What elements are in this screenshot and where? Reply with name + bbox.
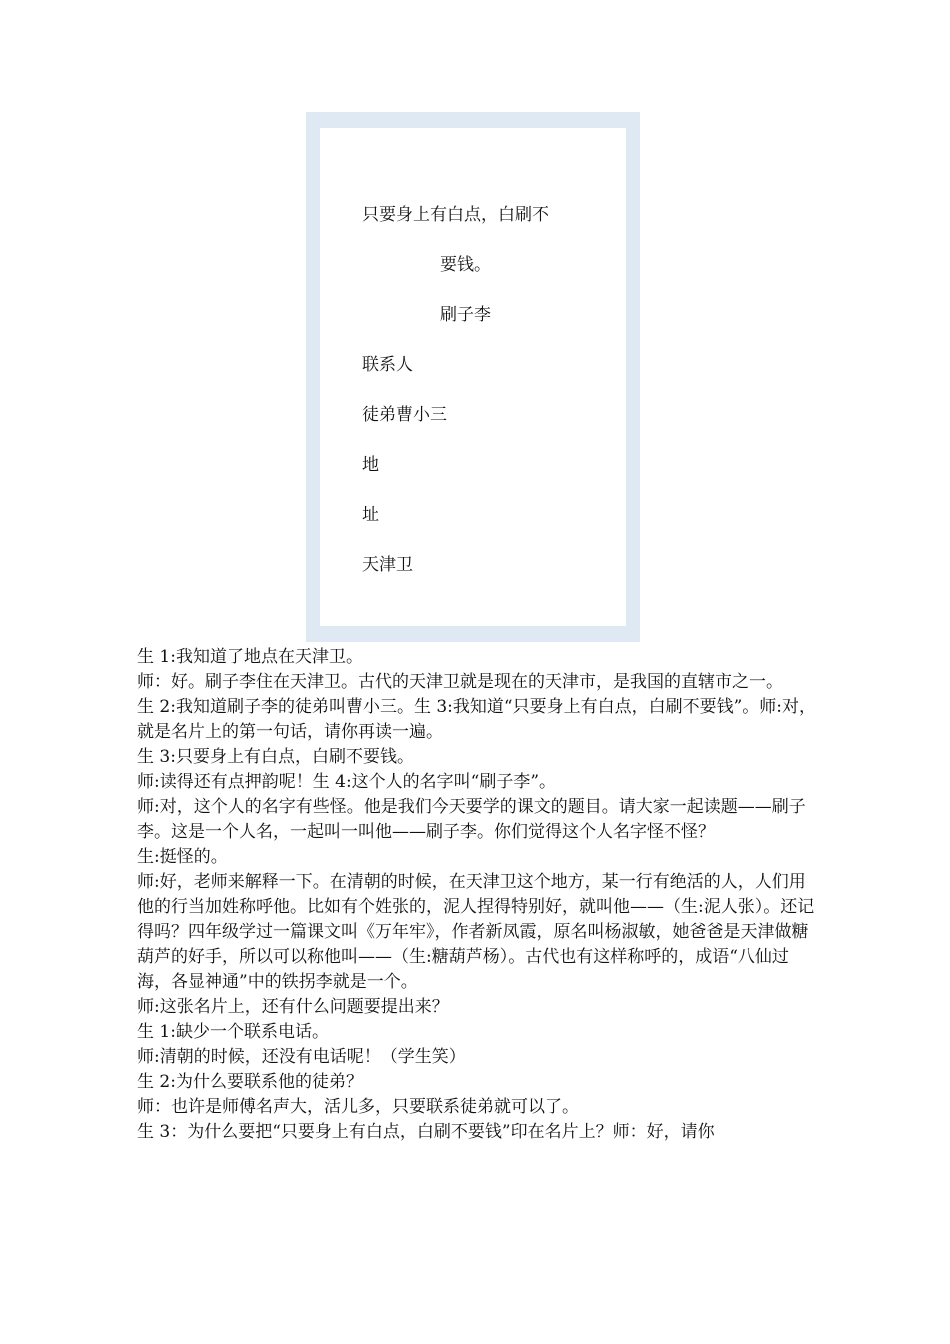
transcript-paragraph: 师:好，老师来解释一下。在清朝的时候，在天津卫这个地方，某一行有绝活的人，人们用他的行当加姓称呼他。比如有个姓张的，泥人捏得特别好，就叫他——（生:泥人张）。还记得吗？四年级学过一篇课文叫《万年牢》，作者新凤霞，原名叫杨淑敏，她爸爸是天津做糖葫芦的好手，所以可以称他叫——（生:糖葫芦杨）。古代也有这样称呼的，成语“八仙过海，各显神通”中的铁拐李就是一个。 — [137, 872, 815, 992]
transcript-paragraph: 生:挺怪的。 — [137, 847, 228, 867]
card-contact-value: 徒弟曹小三 — [362, 405, 447, 425]
card-slogan-line-2: 要钱。 — [440, 255, 491, 275]
transcript-paragraph: 师：也许是师傅名声大，活儿多，只要联系徒弟就可以了。 — [137, 1097, 579, 1117]
business-card-frame — [306, 112, 640, 642]
lesson-transcript — [137, 645, 817, 1145]
transcript-paragraph: 生 3:只要身上有白点，白刷不要钱。 — [137, 747, 414, 767]
transcript-paragraph: 生 2:我知道刷子李的徒弟叫曹小三。生 3:我知道“只要身上有白点，白刷不要钱”。师:对，就是名片上的第一句话，请你再读一遍。 — [137, 697, 817, 742]
card-name: 刷子李 — [440, 305, 491, 325]
transcript-paragraph: 生 2:为什么要联系他的徒弟？ — [137, 1072, 363, 1092]
card-slogan-line-1: 只要身上有白点，白刷不 — [362, 205, 549, 225]
transcript-paragraph: 师：好。刷子李住在天津卫。古代的天津卫就是现在的天津市，是我国的直辖市之一。 — [137, 672, 783, 692]
card-address-label-1: 地 — [362, 455, 379, 475]
transcript-paragraph: 生 3：为什么要把“只要身上有白点，白刷不要钱”印在名片上？师：好，请你 — [137, 1122, 715, 1142]
transcript-paragraph: 师:读得还有点押韵呢！生 4:这个人的名字叫“刷子李”。 — [137, 772, 557, 792]
transcript-paragraph: 生 1:我知道了地点在天津卫。 — [137, 647, 363, 667]
card-contact-label: 联系人 — [362, 355, 413, 375]
transcript-paragraph: 生 1:缺少一个联系电话。 — [137, 1022, 329, 1042]
card-address-value: 天津卫 — [362, 555, 413, 575]
transcript-paragraph: 师:对，这个人的名字有些怪。他是我们今天要学的课文的题目。请大家一起读题——刷子李。这是一个人名，一起叫一叫他——刷子李。你们觉得这个人名字怪不怪？ — [137, 797, 806, 842]
transcript-paragraph: 师:这张名片上，还有什么问题要提出来？ — [137, 997, 449, 1017]
transcript-paragraph: 师:清朝的时候，还没有电话呢！（学生笑） — [137, 1047, 466, 1067]
card-address-label-2: 址 — [362, 505, 379, 525]
business-card — [320, 128, 626, 626]
